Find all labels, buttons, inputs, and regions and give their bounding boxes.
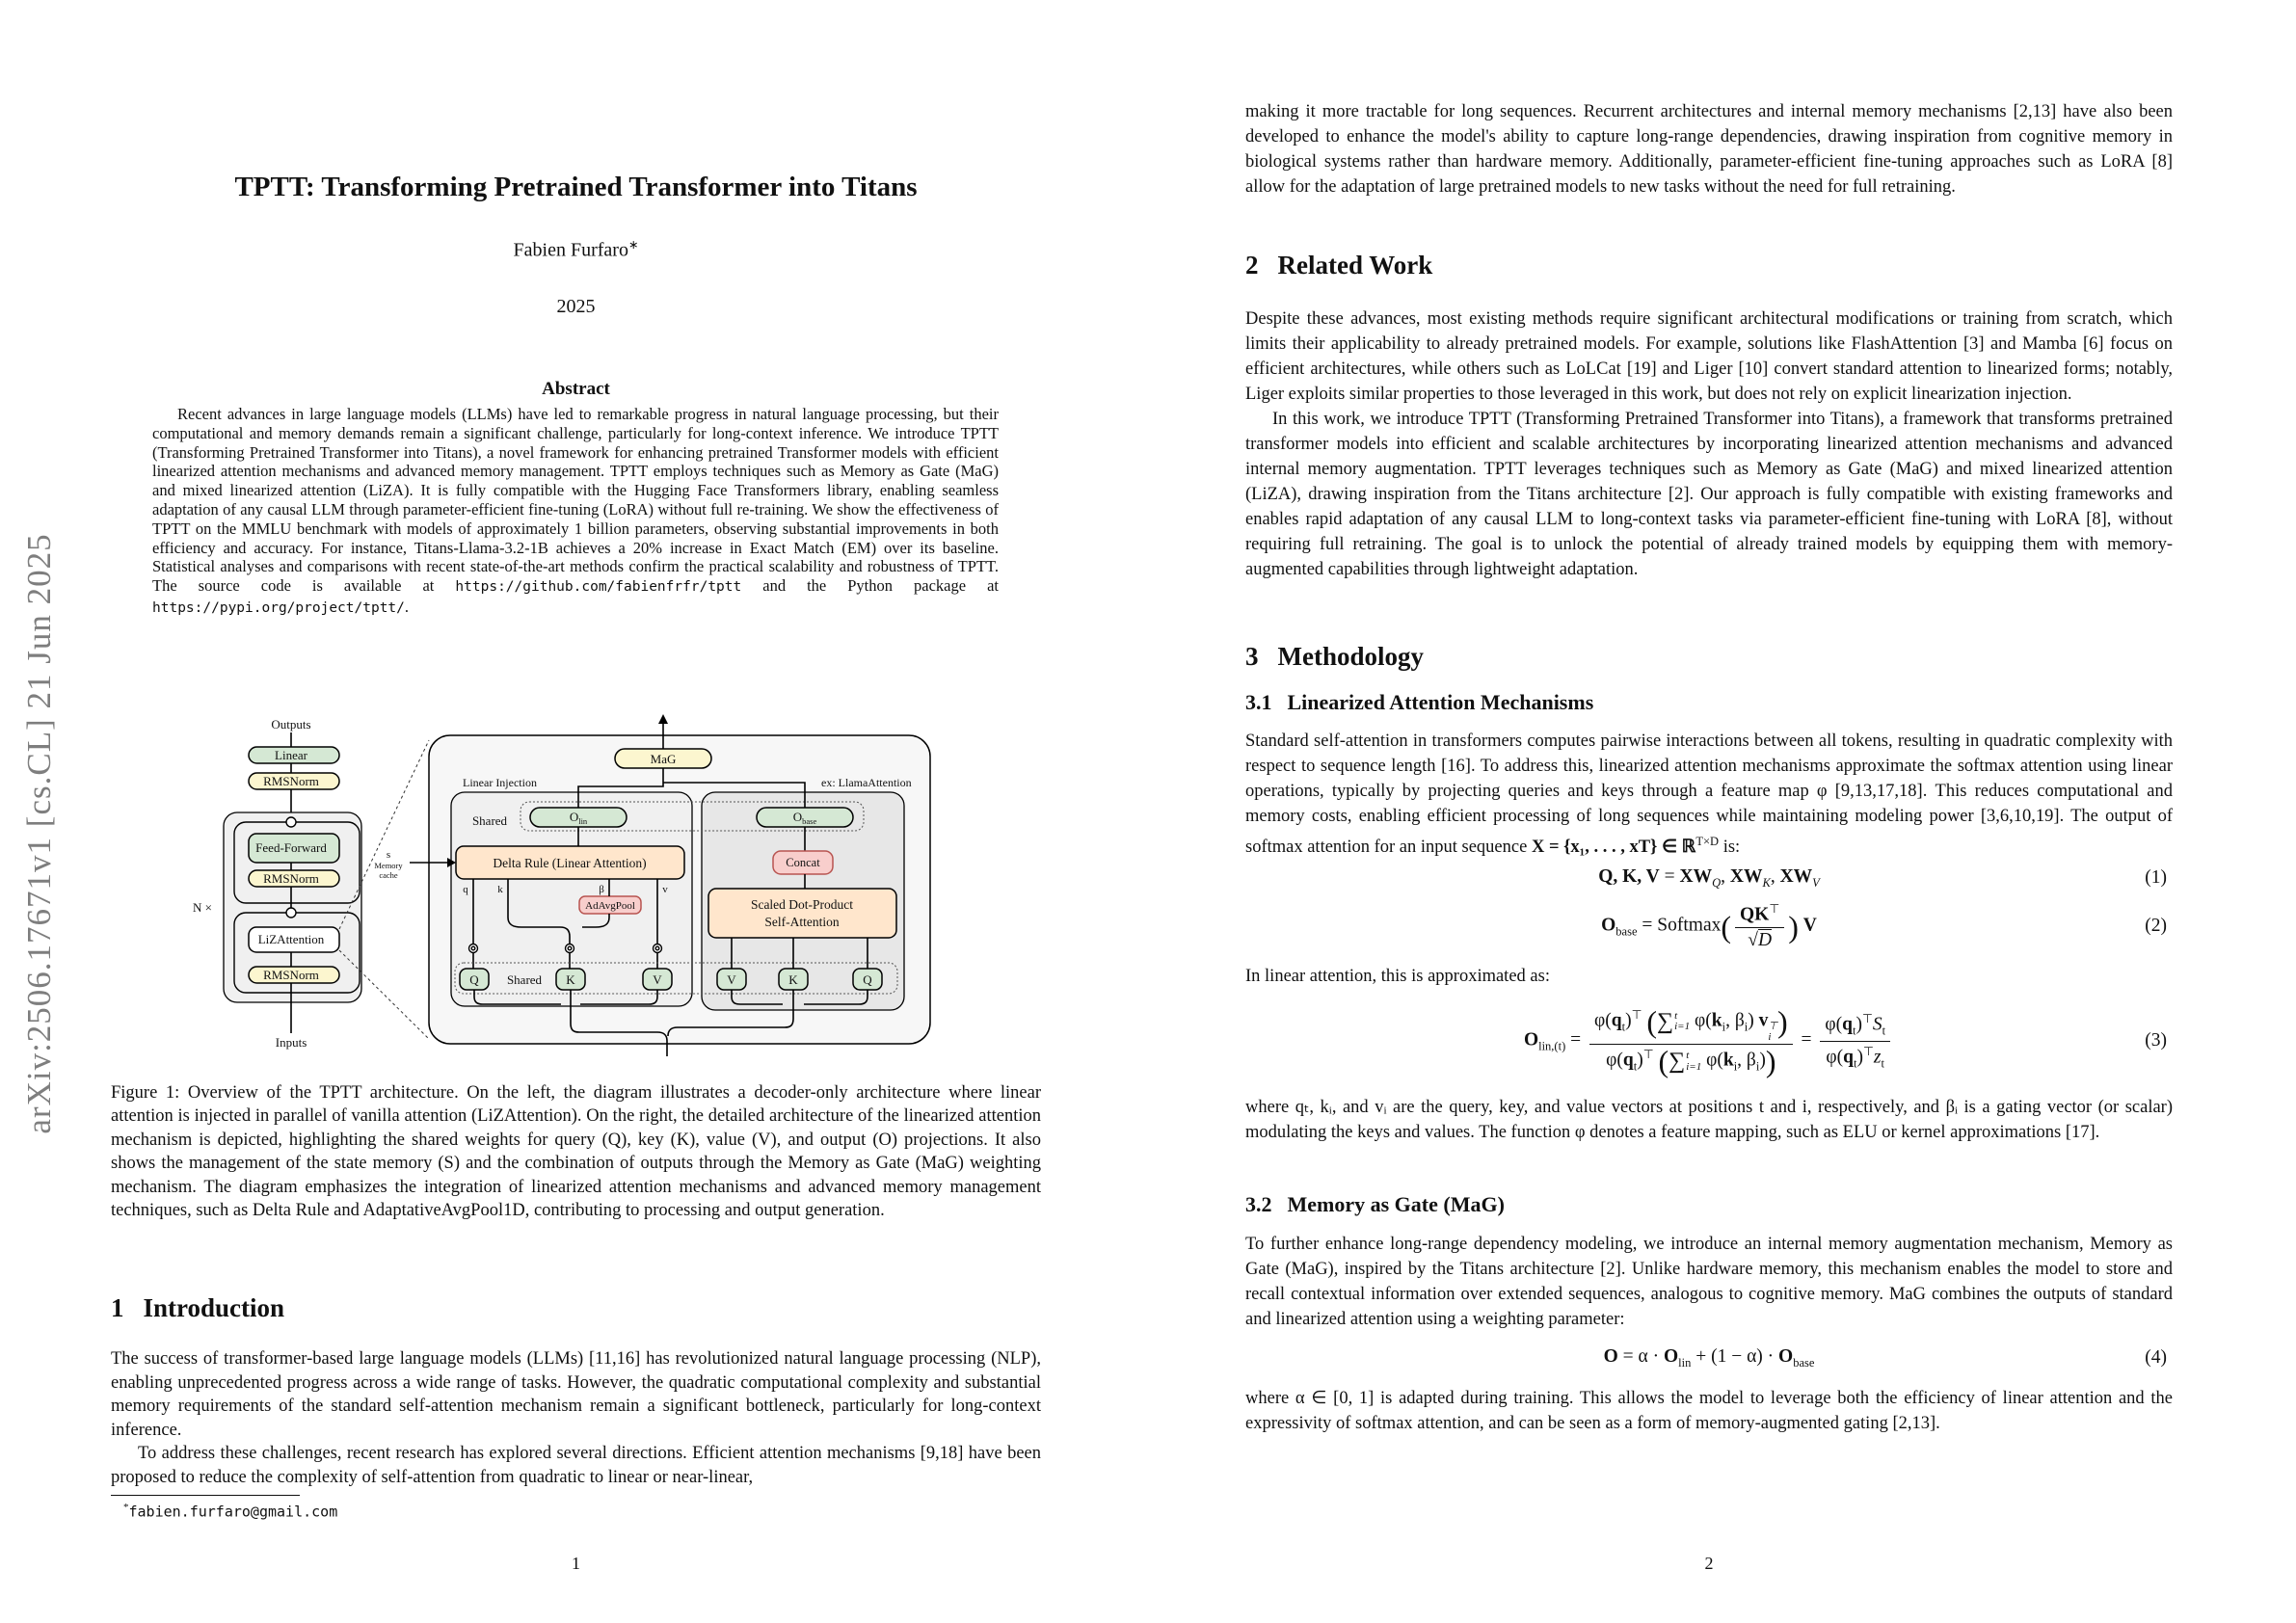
v-small-label: v — [662, 884, 668, 895]
v-proj-label-base: V — [727, 972, 736, 987]
figure-caption — [111, 1081, 1041, 1222]
equation-1-tag: (1) — [2145, 867, 2167, 888]
eq3-denominator-1 — [1601, 1044, 1780, 1079]
transpose: ⊤ — [1768, 1021, 1777, 1033]
arxiv-banner-text: arXiv:2506.17671v1 [cs.CL] 21 Jun 2025 — [20, 533, 58, 1134]
phi: φ( — [1593, 1010, 1612, 1031]
page2-continuation — [1245, 99, 2173, 200]
adavgpool-label: AdAvgPool — [585, 900, 635, 912]
eq3-o: O — [1523, 1029, 1539, 1051]
rmsnorm-label-1: RMSNorm — [263, 774, 319, 788]
section-3-1-heading — [1245, 690, 1593, 715]
equation-2 — [1245, 894, 2173, 958]
sub-i: i — [1768, 1030, 1772, 1043]
equation-1 — [1245, 864, 2173, 892]
sum-limits — [1686, 1051, 1701, 1073]
eq1-xw: XW — [1679, 865, 1713, 887]
figure-caption-label: Figure 1: — [111, 1083, 180, 1103]
sum-limits — [1674, 1011, 1690, 1033]
adapter-inner — [471, 946, 475, 950]
feed-forward-label: Feed-Forward — [255, 840, 327, 855]
equation-2-tag: (2) — [2145, 916, 2167, 936]
comma-beta: , β — [1725, 1010, 1745, 1031]
equation-2-body — [1601, 901, 1817, 952]
transpose: ⊤ — [1861, 1012, 1873, 1026]
q: q — [1842, 1014, 1853, 1035]
eq2-o: O — [1601, 915, 1616, 936]
residual-add-node-2 — [286, 908, 296, 918]
adapter-inner — [655, 946, 659, 950]
eq2-numerator — [1735, 901, 1784, 929]
linattn-paragraph — [1245, 729, 2173, 860]
eq3-equals: = — [1570, 1029, 1582, 1051]
q-proj-label-lin: Q — [469, 972, 479, 987]
eq2-softmax: Softmax — [1657, 915, 1722, 936]
o-lin-label: Olin — [569, 810, 588, 826]
where-paragraph-1 — [1245, 1095, 2173, 1145]
section-2-number: 2 — [1245, 251, 1259, 279]
section-3-2-heading — [1245, 1192, 1505, 1217]
github-link[interactable]: https://github.com/fabienfrfr/tptt — [455, 579, 742, 596]
related-work-paragraph-2: In this work, we introduce TPTT (Transforming Pretrained Transformer into Titans), a framework that transforms pretrained transformer models into efficient and scalable architectures by incorporating linearized attention mechanisms and advanced internal memory augmentation. TPTT leverages techniques such as Memory as Gate (MaG) and mixed linearized attention (LiZA), drawing inspiration from the Titans architecture [2]. Our approach is fully compatible with existing frameworks and enables rapid adaptation of any causal LLM to long-context tasks via parameter-efficient fine-tuning with LoRA [8], without requiring full retraining. The goal is to unlock the potential of already trained models by equipping them with memory-augmented capabilities through lightweight adaptation. — [1245, 410, 2173, 579]
eq2-qk: QK — [1740, 904, 1770, 925]
linearized-attention-paragraph — [1245, 729, 2173, 860]
sub-t: t — [1882, 1024, 1886, 1038]
footnote-email[interactable]: fabien.furfaro@gmail.com — [128, 1503, 338, 1521]
adapter-node-q — [469, 945, 478, 953]
q: q — [1611, 1010, 1622, 1031]
eq4-sub-lin: lin — [1678, 1355, 1692, 1370]
linear-label: Linear — [275, 748, 307, 762]
sdpa-box — [708, 889, 896, 938]
adapter-node-v — [654, 945, 662, 953]
sub-i: i — [1744, 1020, 1749, 1034]
eq2-close-paren: ) — [1788, 909, 1799, 944]
eq3-sub-lint: lin,(t) — [1538, 1039, 1566, 1053]
sub-t: t — [1854, 1055, 1857, 1070]
abstract-heading: Abstract — [542, 379, 610, 399]
q: q — [1843, 1047, 1855, 1067]
footnote-rule — [111, 1495, 300, 1496]
eq2-open-paren: ( — [1721, 909, 1732, 944]
abstract-text-1: Recent advances in large language models (LLMs) have led to remarkable progress in natural language processing, but their computational and memory demands remain a significant challenge, particularly for long-context inference. We introduce TPTT (Transforming Pretrained Transformer into Titans), a novel framework for enhancing pretrained Transformer models with efficient linearized attention mechanisms and advanced memory management. TPTT employs techniques such as Memory as Gate (MaG) and mixed linearized attention (LiZA). It is fully compatible with the Hugging Face Transformers library, enabling seamless adaptation of any causal LLM through parameter-efficient fine-tuning (LoRA) without full re-training. We show the effectiveness of TPTT on the MMLU benchmark with models of approximately 1 billion parameters, observing substantial improvements in both efficiency and accuracy. For instance, Titans-Llama-3.2-1B achieves a 20% increase in Exact Match (EM) over its baseline. Statistical analyses and comparisons with recent state-of-the-art methods confirm the practical scalability and robustness of TPTT. The source code is available at — [152, 405, 999, 596]
eq2-fraction — [1735, 901, 1784, 952]
v: v — [1758, 1010, 1769, 1031]
sum-upper: t — [1674, 1009, 1678, 1022]
state-cache-label: cache — [379, 870, 398, 880]
sum-lower: i=1 — [1686, 1060, 1702, 1073]
eq1-comma: , — [1770, 865, 1775, 887]
sum — [1669, 1049, 1701, 1075]
eq2-sqrt: √ — [1748, 930, 1758, 951]
section-2-title: Related Work — [1277, 251, 1433, 279]
close: ) — [1776, 1004, 1788, 1040]
author-line — [111, 237, 1041, 262]
sum-symbol: ∑ — [1669, 1049, 1686, 1075]
mag-paragraph — [1245, 1232, 2173, 1332]
eq2-transpose: ⊤ — [1769, 901, 1780, 916]
phi: φ( — [1826, 1047, 1844, 1067]
sub-t: t — [1633, 1059, 1638, 1074]
author-footnote-mark: ∗ — [627, 238, 639, 252]
sub-t: t — [1621, 1020, 1626, 1034]
output-arrowhead — [658, 714, 668, 724]
cp: ) — [1625, 1010, 1632, 1031]
page2-cont-paragraph: making it more tractable for long sequences. Recurrent architectures and internal memory mechanisms [2,13] have also been developed to enhance the model's ability to capture long-range dependencies, drawing inspiration from cognitive memory in biological systems rather than hardware memory. Additionally, parameter-efficient fine-tuning approaches such as LoRA [8] allow for the adaptation of large pretrained models to new tasks without the need for full retraining. — [1245, 102, 2173, 197]
paper-date: 2025 — [556, 296, 596, 317]
cp: ) — [1855, 1014, 1862, 1035]
q-proj-label-base: Q — [863, 972, 872, 987]
open: ( — [1658, 1044, 1669, 1079]
eq1-sub-q: Q — [1712, 875, 1722, 890]
eq2-v: V — [1802, 915, 1817, 936]
beta-small-label: β — [599, 884, 604, 895]
state-memory-s-label: s — [386, 849, 391, 861]
figure-caption-text: Overview of the TPTT architecture. On the left, the diagram illustrates a decoder-only architecture where linear attention is injected in parallel of vanilla attention (LiZAttention). On the right, the detailed architecture of the linearized attention mechanism is depicted, highlighting the shared weights for query (Q), key (K), value (V), and output (O) projections. It also shows the management of the state memory (S) and the combination of outputs through the Memory as Gate (MaG) weighting mechanism. The diagram emphasizes the integration of linearized attention mechanisms and advanced memory management techniques, such as Delta Rule and AdaptativeAvgPool1D, contributing to processing and output generation. — [111, 1083, 1041, 1221]
eq4-o-base: O — [1778, 1345, 1794, 1367]
where-text-2: where α ∈ [0, 1] is adapted during training. This allows the model to leverage both the efficiency of linear attention and the expressivity of softmax attention, and can be seen as a form of memory-augmented gating [2,13]. — [1245, 1389, 2173, 1433]
intro-paragraph-1: The success of transformer-based large language models (LLMs) [11,16] has revolutionized natural language processing (NLP), enabling unprecedented progress across a wide range of tasks. However, the quadratic computational complexity and substantial memory requirements of the standard self-attention mechanism remain a significant bottleneck, particularly for long-context inference. — [111, 1349, 1041, 1440]
section-1-number: 1 — [111, 1293, 124, 1322]
where-paragraph-2 — [1245, 1386, 2173, 1436]
linattn-text-c: is: — [1719, 838, 1741, 858]
section-3-1-number: 3.1 — [1245, 690, 1272, 714]
phi: φ( — [1706, 1050, 1723, 1071]
mag-text: To further enhance long-range dependency modeling, we introduce an internal memory augmentation mechanism, Memory as Gate (MaG), inspired by the Titans architecture [2]. Unlike hardware memory, this mechanism enables the model to store and recall contextual information over extended sequences, analogous to cognitive memory. MaG combines the outputs of standard and linearized attention using a weighting parameter: — [1245, 1235, 2173, 1329]
equation-3-body — [1523, 1004, 1894, 1079]
abstract-text-2: and the Python package at — [741, 576, 999, 596]
eq1-sub-k: K — [1762, 875, 1771, 890]
state-memory-label: Memory — [374, 861, 403, 870]
transpose: ⊤ — [1642, 1048, 1654, 1062]
section-2-heading — [1245, 251, 1432, 280]
linear-approx-line — [1245, 964, 2173, 989]
lizattention-label: LiZAttention — [257, 932, 325, 946]
eq4-one-minus-alpha: + (1 − α) · — [1695, 1345, 1775, 1367]
open: ( — [1646, 1004, 1657, 1040]
cp: ) — [1759, 1050, 1766, 1071]
section-3-2-number: 3.2 — [1245, 1192, 1272, 1216]
sum-lower: i=1 — [1674, 1021, 1691, 1033]
sub-t: t — [1881, 1055, 1884, 1070]
eq1-comma: , — [1721, 865, 1726, 887]
sub-t: t — [1852, 1024, 1856, 1038]
k: k — [1722, 1050, 1734, 1071]
equation-4 — [1245, 1344, 2173, 1372]
eq3-denominator-2 — [1821, 1042, 1889, 1071]
eq4-alpha: = α · — [1622, 1345, 1660, 1367]
phi: φ( — [1606, 1050, 1623, 1071]
intro-paragraph-2: To address these challenges, recent research has explored several directions. Efficient attention mechanisms [9,18] have been proposed to reduce the complexity of self-attention from quadratic to linear or near-linear, — [111, 1444, 1041, 1487]
close: ) — [1765, 1044, 1776, 1079]
v-supsub — [1768, 1022, 1777, 1042]
sum-upper: t — [1686, 1050, 1690, 1062]
transpose: ⊤ — [1631, 1007, 1642, 1022]
equation-1-body — [1598, 866, 1820, 891]
equation-3 — [1245, 997, 2173, 1085]
pypi-link[interactable]: https://pypi.org/project/tptt/ — [152, 599, 405, 616]
intro-paragraphs — [111, 1347, 1041, 1490]
cp: ) — [1748, 1010, 1754, 1031]
abstract-paragraph — [152, 405, 999, 619]
section-3-number: 3 — [1245, 642, 1259, 671]
eq1-xw: XW — [1779, 865, 1813, 887]
section-3-2-title: Memory as Gate (MaG) — [1287, 1192, 1505, 1216]
cp: ) — [1637, 1050, 1643, 1071]
v-proj-label-lin: V — [653, 972, 662, 987]
eq3-fraction-1 — [1589, 1004, 1793, 1079]
eq4-sub-base: base — [1793, 1355, 1815, 1370]
shared-qkv-label: Shared — [506, 972, 543, 987]
page-number-2: 2 — [1704, 1554, 1714, 1573]
o-base-label: Obase — [792, 810, 817, 826]
transpose: ⊤ — [1863, 1044, 1874, 1058]
paper-title: TPTT: Transforming Pretrained Transformer into Titans — [234, 172, 918, 202]
figure-caption-paragraph — [111, 1081, 1041, 1222]
related-work-paragraphs — [1245, 306, 2173, 582]
eq3-equals-2: = — [1801, 1029, 1812, 1051]
eq1-xw: XW — [1729, 865, 1763, 887]
adapter-inner — [568, 946, 572, 950]
equation-4-tag: (4) — [2145, 1347, 2167, 1368]
sdpa-label-line1: Scaled Dot-Product — [750, 897, 854, 912]
section-3-heading — [1245, 642, 1424, 672]
eq2-denominator — [1743, 928, 1776, 951]
abstract-text-3: . — [404, 597, 410, 616]
section-1-title: Introduction — [143, 1293, 285, 1322]
author-name: Fabien Furfaro — [513, 239, 628, 261]
eq1-equals: = — [1664, 865, 1675, 887]
equation-3-tag: (3) — [2145, 1030, 2167, 1051]
k-proj-label-base: K — [788, 972, 798, 987]
k: k — [1711, 1010, 1722, 1031]
eq3-numerator-1 — [1589, 1004, 1793, 1046]
eq3-numerator-2 — [1820, 1011, 1890, 1041]
eq1-sub-v: V — [1812, 875, 1820, 890]
eq3-fraction-2 — [1820, 1011, 1890, 1071]
section-1-heading — [111, 1293, 284, 1323]
related-work-paragraph-1: Despite these advances, most existing methods require significant architectural modifications or training from scratch, which limits their applicability to already pretrained models. For example, solutions like FlashAttention [3] and Mamba [6] focus on efficient architectures, while others such as LoLCat [19] and Liger [10] convert standard attention to linearized forms; notably, Liger exploits similar properties to those leveraged in this work, but does not rely on explicit linearization injection. — [1245, 309, 2173, 404]
concat-label: Concat — [786, 856, 820, 869]
linattn-sup-txd: T×D — [1695, 835, 1720, 848]
sum — [1657, 1009, 1690, 1035]
phi: φ( — [1694, 1010, 1712, 1031]
z: z — [1873, 1047, 1882, 1067]
sub-i: i — [1755, 1059, 1760, 1074]
eq2-equals: = — [1642, 915, 1653, 936]
sdpa-label-line2: Self-Attention — [764, 915, 840, 929]
eq4-o: O — [1603, 1345, 1618, 1367]
where-text-1: where qₜ, kᵢ, and vᵢ are the query, key, and value vectors at positions t and i, respectively, and βᵢ is a gating vector (or scalar) modulating the keys and values. The function φ denotes a feature mapping, such as ELU or kernel approximations [17]. — [1245, 1098, 2173, 1142]
adapter-node-k — [566, 945, 574, 953]
rmsnorm-label-3: RMSNorm — [263, 968, 319, 982]
cp: ) — [1856, 1047, 1864, 1067]
shared-output-label: Shared — [471, 813, 508, 828]
S: S — [1872, 1014, 1882, 1035]
abstract-body — [152, 405, 999, 619]
page-number-1: 1 — [572, 1554, 580, 1573]
rmsnorm-label-2: RMSNorm — [263, 871, 319, 886]
linattn-text-a: Standard self-attention in transformers computes pairwise interactions between all tokens, resulting in quadratic complexity with respect to sequence length [16]. To address this, linearized attention mechanisms approximate the softmax attention using linear operations, typically by projecting queries and keys through a feature map φ [9,13,17,18]. This reduces computational and memory costs, enabling efficient processing of long sequences while maintaining modeling power [3,6,10,19]. The output of softmax attention for an input sequence — [1245, 732, 2173, 858]
footnote-mark: * — [123, 1502, 129, 1513]
comma-beta: , β — [1737, 1050, 1756, 1071]
k-proj-label-lin: K — [566, 972, 575, 987]
eq2-d: D — [1757, 930, 1773, 951]
equation-4-body — [1604, 1346, 1815, 1370]
eq2-sub-base: base — [1615, 924, 1638, 939]
ex-llamaattention-label: ex: LlamaAttention — [821, 776, 912, 789]
mag-label: MaG — [650, 752, 677, 766]
phi: φ( — [1825, 1014, 1843, 1035]
linattn-math-x: X = {x₁, . . . , xT} ∈ ℝ — [1531, 838, 1696, 858]
sum-symbol: ∑ — [1657, 1008, 1674, 1034]
section-3-1-title: Linearized Attention Mechanisms — [1287, 690, 1594, 714]
delta-rule-label: Delta Rule (Linear Attention) — [493, 856, 647, 870]
residual-add-node-1 — [286, 817, 296, 827]
linear-approx-text: In linear attention, this is approximated as: — [1245, 967, 1550, 986]
outputs-label: Outputs — [271, 717, 311, 732]
inputs-label: Inputs — [275, 1035, 307, 1050]
sub-i: i — [1722, 1020, 1726, 1034]
eq1-lhs: Q, K, V — [1598, 865, 1660, 887]
n-times-label: N × — [193, 900, 212, 915]
q: q — [1622, 1050, 1634, 1071]
footnote — [123, 1502, 337, 1521]
figure-1-diagram — [174, 713, 1051, 1070]
k-small-label: k — [497, 884, 503, 895]
linear-injection-label: Linear Injection — [463, 776, 537, 789]
section-3-title: Methodology — [1277, 642, 1424, 671]
sub-i: i — [1733, 1059, 1738, 1074]
q-small-label: q — [463, 884, 468, 895]
eq4-o-lin: O — [1663, 1345, 1679, 1367]
